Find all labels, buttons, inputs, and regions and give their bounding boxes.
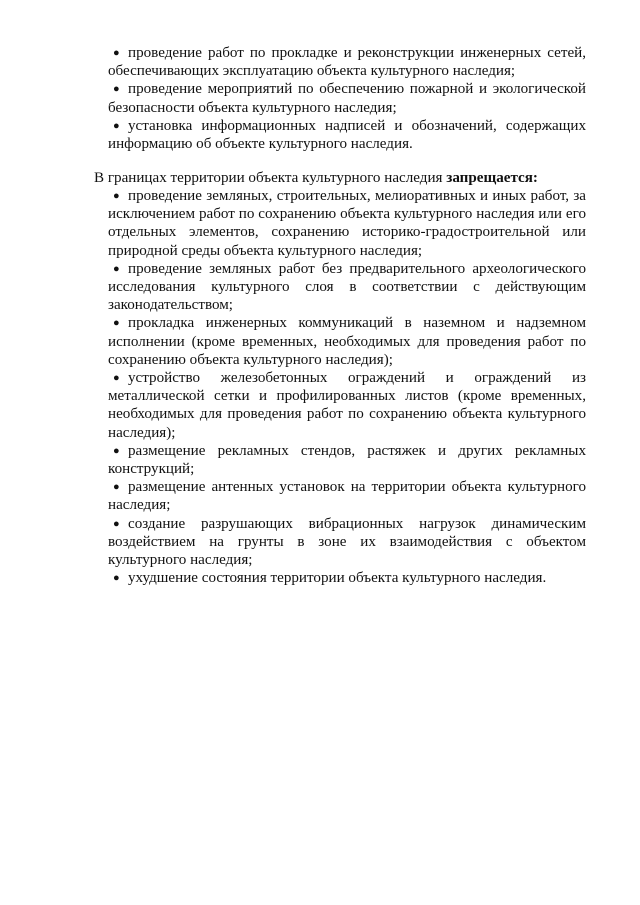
list-item-text: проведение работ по прокладке и реконструкции инженерных сетей, обеспечивающих эксплуатацию объекта культурного наследия; [108, 45, 586, 80]
list-item [108, 478, 586, 514]
list-item [108, 80, 586, 116]
list-item-text: установка информационных надписей и обозначений, содержащих информацию об объекте культурного наследия. [108, 117, 586, 153]
list-item [108, 117, 586, 153]
bullet-icon: ● [113, 481, 120, 494]
bullet-icon: ● [113, 119, 120, 132]
bullet-icon: ● [113, 517, 120, 530]
permitted-works-list [108, 44, 586, 153]
list-item [108, 569, 586, 587]
list-item [108, 314, 586, 369]
prohibitions-intro-text: В границах территории объекта культурного наследия [94, 170, 443, 186]
list-item [108, 515, 586, 570]
list-item-text: устройство железобетонных ограждений и ограждений из металлической сетки и профилированных листов (кроме временных, необходимых для проведения работ по сохранению объекта культурного наследия); [108, 370, 586, 441]
list-item [108, 442, 586, 478]
list-item [108, 187, 586, 260]
bullet-icon: ● [113, 572, 120, 585]
list-item [108, 44, 586, 80]
bullet-icon: ● [113, 83, 120, 96]
list-item-text: ухудшение состояния территории объекта культурного наследия. [128, 570, 547, 587]
prohibitions-intro-bold: запрещается: [446, 170, 538, 186]
list-item-text: проведение земляных работ без предварительного археологического исследования культурного слоя в соответствии с действующим законодательством; [108, 260, 586, 314]
list-item [108, 369, 586, 442]
list-item [108, 260, 586, 315]
list-item-text: размещение антенных установок на территории объекта культурного наследия; [108, 479, 586, 514]
bullet-icon: ● [113, 190, 120, 202]
prohibitions-intro [94, 169, 586, 187]
bullet-icon: ● [113, 47, 120, 59]
list-item-text: проведение мероприятий по обеспечению пожарной и экологической безопасности объекта культурного наследия; [108, 81, 586, 116]
bullet-icon: ● [113, 372, 120, 385]
bullet-icon: ● [113, 262, 120, 275]
bullet-icon: ● [113, 317, 120, 330]
list-item-text: создание разрушающих вибрационных нагрузок динамическим воздействием на грунты в зоне их взаимодействия с объектом культурного наследия; [108, 515, 586, 569]
list-item-text: прокладка инженерных коммуникаций в наземном и надземном исполнении (кроме временных, необходимых для проведения работ по сохранению объекта культурного наследия); [108, 315, 586, 368]
bullet-icon: ● [113, 444, 120, 457]
list-item-text: проведение земляных, строительных, мелиоративных и иных работ, за исключением работ по сохранению объекта культурного наследия или его отдельных элементов, сохранению историко-градостроительной или природной среды объекта культурного наследия; [108, 188, 586, 259]
list-item-text: размещение рекламных стендов, растяжек и других рекламных конструкций; [108, 442, 586, 478]
prohibited-works-list [108, 187, 586, 587]
